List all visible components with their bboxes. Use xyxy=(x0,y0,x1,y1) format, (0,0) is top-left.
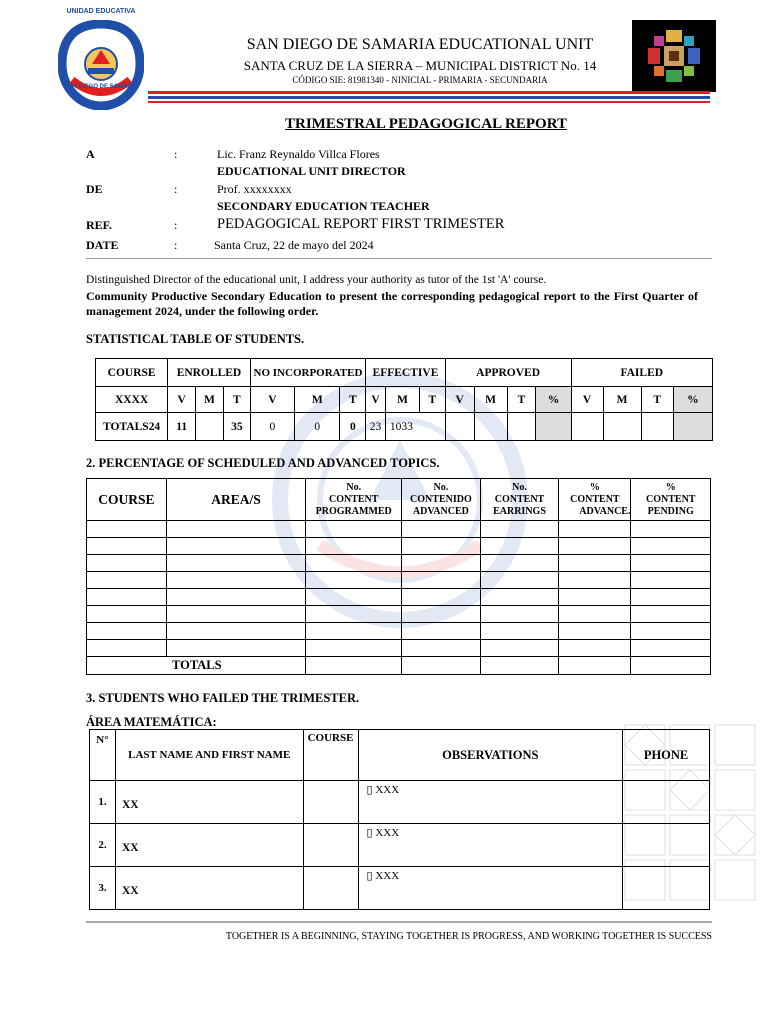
meta-date xyxy=(86,238,706,254)
header-content-programmed xyxy=(306,479,402,521)
sub-t: T xyxy=(641,387,673,413)
meta-to-key: A xyxy=(86,147,95,161)
section-1-title: STATISTICAL TABLE OF STUDENTS. xyxy=(86,332,305,346)
meta-ref xyxy=(86,218,706,236)
totals-failed-pct xyxy=(673,413,712,441)
sub-v: V xyxy=(571,387,603,413)
sub-m: M xyxy=(385,387,419,413)
header-stripe-red xyxy=(148,91,710,94)
school-district: SANTA CRUZ DE LA SIERRA – MUNICIPAL DISTRICT No. 14 xyxy=(243,58,597,73)
meta-colon: : xyxy=(174,218,178,232)
sub-m: M xyxy=(295,387,340,413)
sub-v: V xyxy=(366,387,386,413)
sub-t: T xyxy=(419,387,445,413)
failed-students-table xyxy=(89,729,710,910)
header-phone: PHONE xyxy=(623,730,710,781)
header-course: COURSE xyxy=(96,359,168,387)
row-number: 1. xyxy=(90,781,116,824)
totals-approved-v xyxy=(445,413,474,441)
header-stripe-blue xyxy=(148,96,710,99)
totals-approved-m xyxy=(474,413,507,441)
totals-enrolled-v: 11 xyxy=(168,413,196,441)
section-3-title: 3. STUDENTS WHO FAILED THE TRIMESTER. xyxy=(86,691,360,705)
h4a: No. xyxy=(433,481,449,493)
header-failed: FAILED xyxy=(571,359,712,387)
table-row xyxy=(90,824,710,867)
logo-text: UNIDAD EDUCATIVA xyxy=(66,8,136,15)
h6b: CONTENT xyxy=(570,493,620,505)
row-observation: ▯ XXX xyxy=(358,824,623,867)
header-number: N° xyxy=(90,730,116,781)
row-phone xyxy=(623,781,710,824)
table-row xyxy=(87,555,711,572)
meta-ref-value: PEDAGOGICAL REPORT FIRST TRIMESTER xyxy=(217,216,505,232)
table-row xyxy=(87,572,711,589)
h3c: PROGRAMMED xyxy=(315,505,392,517)
topics-table xyxy=(86,478,711,675)
h6c: ADVANCE. xyxy=(579,505,631,517)
meta-colon: : xyxy=(174,238,178,252)
header-content-advance-pct xyxy=(559,479,631,521)
h4c: ADVANCED xyxy=(412,505,469,517)
totals-noinc-v: 0 xyxy=(250,413,294,441)
meta-ref-key: REF. xyxy=(86,218,112,232)
meta-date-key: DATE xyxy=(86,238,119,252)
sub-pct: % xyxy=(536,387,571,413)
meta-colon: : xyxy=(174,182,178,196)
sub-t: T xyxy=(340,387,366,413)
h4b: CONTENIDO xyxy=(410,493,472,505)
statistics-table xyxy=(95,358,713,441)
header-approved: APPROVED xyxy=(445,359,571,387)
meta-colon: : xyxy=(174,147,178,161)
header-effective: EFFECTIVE xyxy=(366,359,445,387)
row-observation: ▯ XXX xyxy=(358,867,623,910)
section-2-title: 2. PERCENTAGE OF SCHEDULED AND ADVANCED TOPICS. xyxy=(86,456,440,470)
totals-approved-t xyxy=(507,413,536,441)
document-title: TRIMESTRAL PEDAGOGICAL REPORT xyxy=(284,116,568,132)
course-code: XXXX xyxy=(96,387,168,413)
header-enrolled: ENROLLED xyxy=(168,359,251,387)
meta-to-value: Lic. Franz Reynaldo Villca Flores xyxy=(217,147,380,161)
meta-to xyxy=(86,147,706,163)
row-phone xyxy=(623,824,710,867)
h3a: No. xyxy=(346,481,362,493)
sub-v: V xyxy=(168,387,196,413)
school-logo xyxy=(58,20,144,110)
h5c: EARRINGS xyxy=(493,505,546,517)
totals-failed-m xyxy=(603,413,641,441)
sub-m: M xyxy=(474,387,507,413)
header-area: AREA/S xyxy=(166,479,306,521)
table-row xyxy=(90,867,710,910)
meta-from xyxy=(86,182,706,198)
footer-divider xyxy=(86,921,712,923)
totals-label: TOTALS xyxy=(87,657,306,675)
h5b: CONTENT xyxy=(494,493,545,505)
h7a: % xyxy=(665,481,676,493)
row-course xyxy=(303,824,358,867)
h5a: No. xyxy=(512,481,527,493)
sub-m: M xyxy=(603,387,641,413)
row-number: 2. xyxy=(90,824,116,867)
row-course xyxy=(303,781,358,824)
header-content-earrings xyxy=(480,479,559,521)
table-row xyxy=(87,589,711,606)
h6a: % xyxy=(589,481,600,493)
h7b: CONTENT xyxy=(646,493,696,505)
header-observations: OBSERVATIONS xyxy=(358,730,623,781)
row-observation: ▯ XXX xyxy=(358,781,623,824)
header-content-pending-pct xyxy=(631,479,711,521)
meta-divider xyxy=(86,258,712,259)
table-row xyxy=(87,623,711,640)
table-row xyxy=(87,606,711,623)
totals-eff-m: 1033 xyxy=(385,413,445,441)
totals-noinc-t: 0 xyxy=(340,413,366,441)
sub-m: M xyxy=(196,387,224,413)
row-phone xyxy=(623,867,710,910)
sub-t: T xyxy=(507,387,536,413)
header-course: COURSE xyxy=(87,479,167,521)
sub-pct: % xyxy=(673,387,712,413)
header-name: LAST NAME AND FIRST NAME xyxy=(115,730,303,781)
meta-from-role-value: SECONDARY EDUCATION TEACHER xyxy=(217,199,430,213)
header-content-advanced xyxy=(402,479,481,521)
totals-noinc-m: 0 xyxy=(295,413,340,441)
row-name: XX xyxy=(115,867,303,910)
totals-enrolled-t: 35 xyxy=(223,413,250,441)
table-row xyxy=(87,538,711,555)
totals-row xyxy=(87,657,711,675)
meta-from-role xyxy=(86,199,706,215)
row-name: XX xyxy=(115,781,303,824)
table-row xyxy=(90,781,710,824)
row-course xyxy=(303,867,358,910)
intro-line-2: Community Productive Secondary Education to present the corresponding pedagogical report to the First Quarter of management 2024, under the following order. xyxy=(86,289,698,318)
totals-failed-v xyxy=(571,413,603,441)
totals-failed-t xyxy=(641,413,673,441)
h3b: CONTENT xyxy=(329,493,379,505)
header-no-incorporated: NO INCORPORATED xyxy=(250,359,366,387)
area-math-label: ÁREA MATEMÁTICA: xyxy=(86,715,217,729)
school-name: SAN DIEGO DE SAMARIA EDUCATIONAL UNIT xyxy=(246,36,594,53)
intro-line-1: Distinguished Director of the educational unit, I address your authority as tutor of the 1st 'A' course. xyxy=(86,274,547,286)
meta-to-role-value: EDUCATIONAL UNIT DIRECTOR xyxy=(217,164,406,178)
row-number: 3. xyxy=(90,867,116,910)
row-name: XX xyxy=(115,824,303,867)
meta-date-value: Santa Cruz, 22 de mayo del 2024 xyxy=(214,238,374,252)
totals-label: TOTALS24 xyxy=(96,413,168,441)
header-stripe-red-2 xyxy=(148,101,710,103)
table-row xyxy=(87,640,711,657)
header-course: COURSE xyxy=(303,730,358,781)
sub-v: V xyxy=(445,387,474,413)
meta-from-key: DE xyxy=(86,182,103,196)
meta-to-role xyxy=(86,164,706,180)
sub-v: V xyxy=(250,387,294,413)
table-row xyxy=(87,521,711,538)
school-code: CÓDIGO SIE: 81981340 - NINICIAL - PRIMARIA - SECUNDARIA xyxy=(292,75,548,85)
totals-eff-v: 23 xyxy=(366,413,386,441)
sub-t: T xyxy=(223,387,250,413)
meta-from-value: Prof. xxxxxxxx xyxy=(217,182,292,196)
footer-motto: TOGETHER IS A BEGINNING, STAYING TOGETHER IS PROGRESS, AND WORKING TOGETHER IS SUCCESS xyxy=(225,931,712,942)
totals-enrolled-m xyxy=(196,413,224,441)
totals-approved-pct xyxy=(536,413,571,441)
h7c: PENDING xyxy=(647,505,694,517)
logo-bottom-text: SAN DIEGO DE SAMARIA xyxy=(64,84,138,90)
